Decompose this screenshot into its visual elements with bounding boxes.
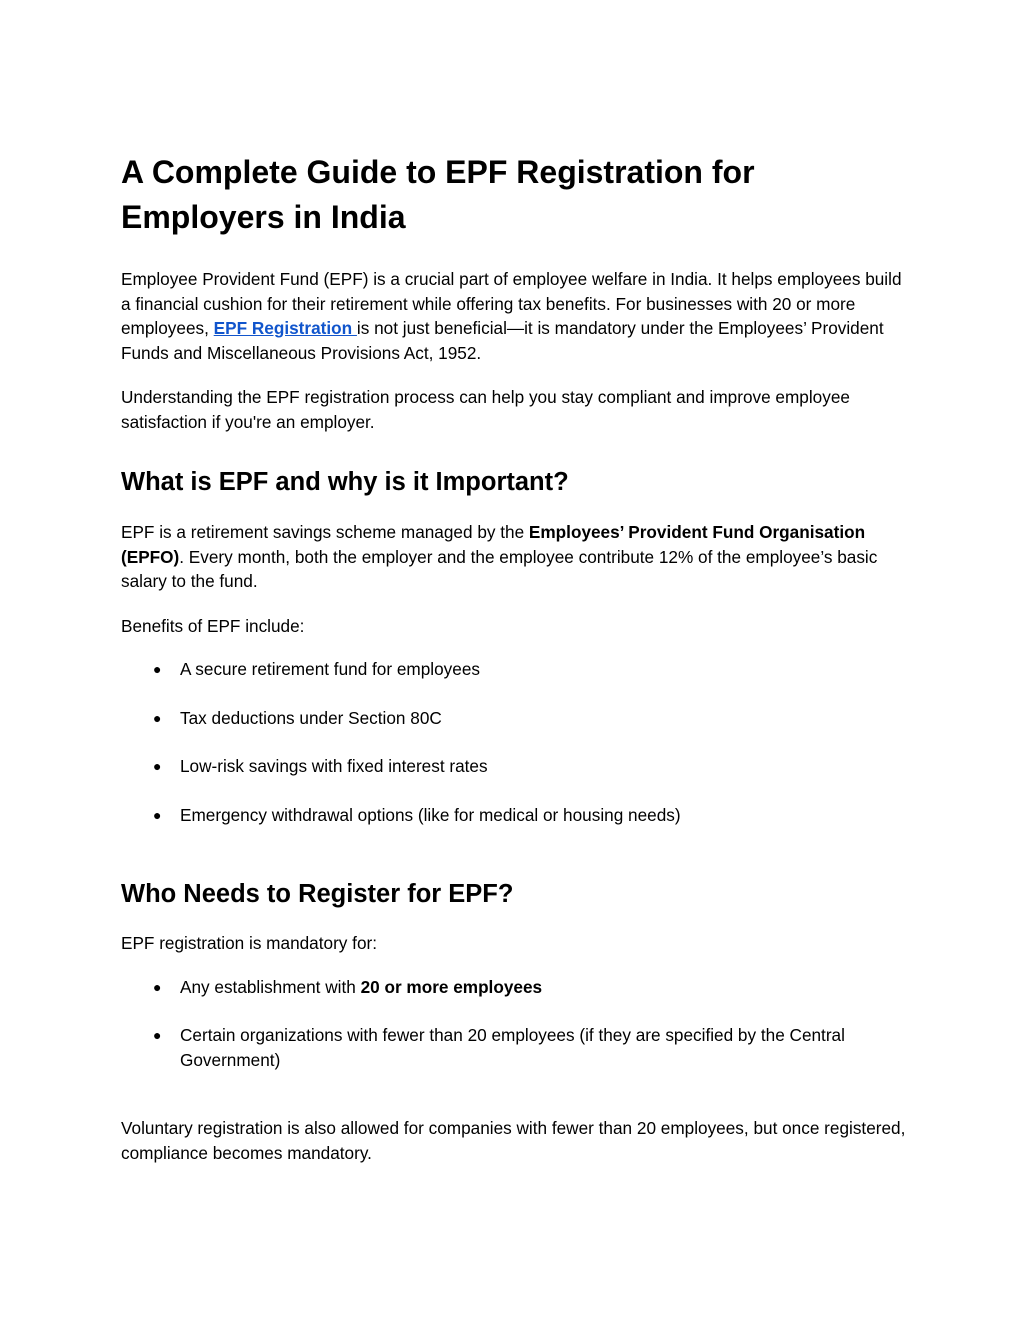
list-item-text: Any establishment with	[180, 976, 361, 997]
list-item	[121, 754, 911, 779]
list-item-text: Certain organizations with fewer than 20 employees (if they are specified by the Central Government)	[180, 1025, 845, 1070]
bullet-icon: ●	[153, 661, 162, 677]
employee-threshold: 20 or more employees	[360, 976, 543, 997]
voluntary-registration-paragraph: Voluntary registration is also allowed for companies with fewer than 20 employees, but once registered, compliance becomes mandatory.	[121, 1118, 906, 1163]
intro-paragraph-2: Understanding the EPF registration process can help you stay compliant and improve employee satisfaction if you're an employer.	[121, 387, 850, 432]
list-item-text: A secure retirement fund for employees	[180, 659, 480, 679]
epf-definition-paragraph	[121, 520, 911, 594]
section-heading-who-needs: Who Needs to Register for EPF?	[121, 880, 514, 908]
benefits-intro: Benefits of EPF include:	[121, 615, 305, 636]
epf-registration-link[interactable]: EPF Registration	[213, 318, 357, 338]
list-item-text: Tax deductions under Section 80C	[180, 707, 442, 728]
list-item	[121, 706, 911, 731]
mandatory-list	[121, 975, 911, 1073]
list-item-text: Emergency withdrawal options (like for medical or housing needs)	[180, 804, 681, 825]
benefits-list	[121, 657, 911, 827]
section-heading-what-is-epf: What is EPF and why is it Important?	[121, 468, 569, 496]
document-title: A Complete Guide to EPF Registration for Employers in India	[121, 154, 755, 235]
intro-text-after-link: is not just beneficial—it is mandatory under the Employees’ Provident Funds and Miscellaneous Provisions Act, 1952.	[121, 318, 884, 363]
bullet-icon: ●	[153, 709, 162, 726]
document-page	[121, 150, 911, 1165]
intro-text-before-link: Employee Provident Fund (EPF) is a crucial part of employee welfare in India. It helps employees build a financial cushion for their retirement while offering tax benefits. For businesses with 20 or more employees,	[121, 269, 902, 338]
list-item	[121, 657, 911, 682]
epf-contribution-text: . Every month, both the employer and the employee contribute 12% of the employee’s basic salary to the fund.	[121, 546, 878, 591]
epf-definition-text: EPF is a retirement savings scheme managed by the	[121, 522, 529, 542]
bullet-icon: ●	[153, 1027, 162, 1043]
intro-paragraph	[121, 267, 911, 365]
list-item	[121, 975, 911, 1000]
mandatory-intro: EPF registration is mandatory for:	[121, 933, 377, 953]
list-item-text: Low-risk savings with fixed interest rates	[180, 756, 488, 776]
bullet-icon: ●	[153, 806, 162, 823]
epfo-name: Employees’ Provident Fund Organisation (EPFO)	[121, 522, 866, 567]
bullet-icon: ●	[153, 978, 162, 995]
list-item	[121, 803, 911, 828]
bullet-icon: ●	[153, 758, 162, 774]
list-item	[121, 1023, 911, 1072]
